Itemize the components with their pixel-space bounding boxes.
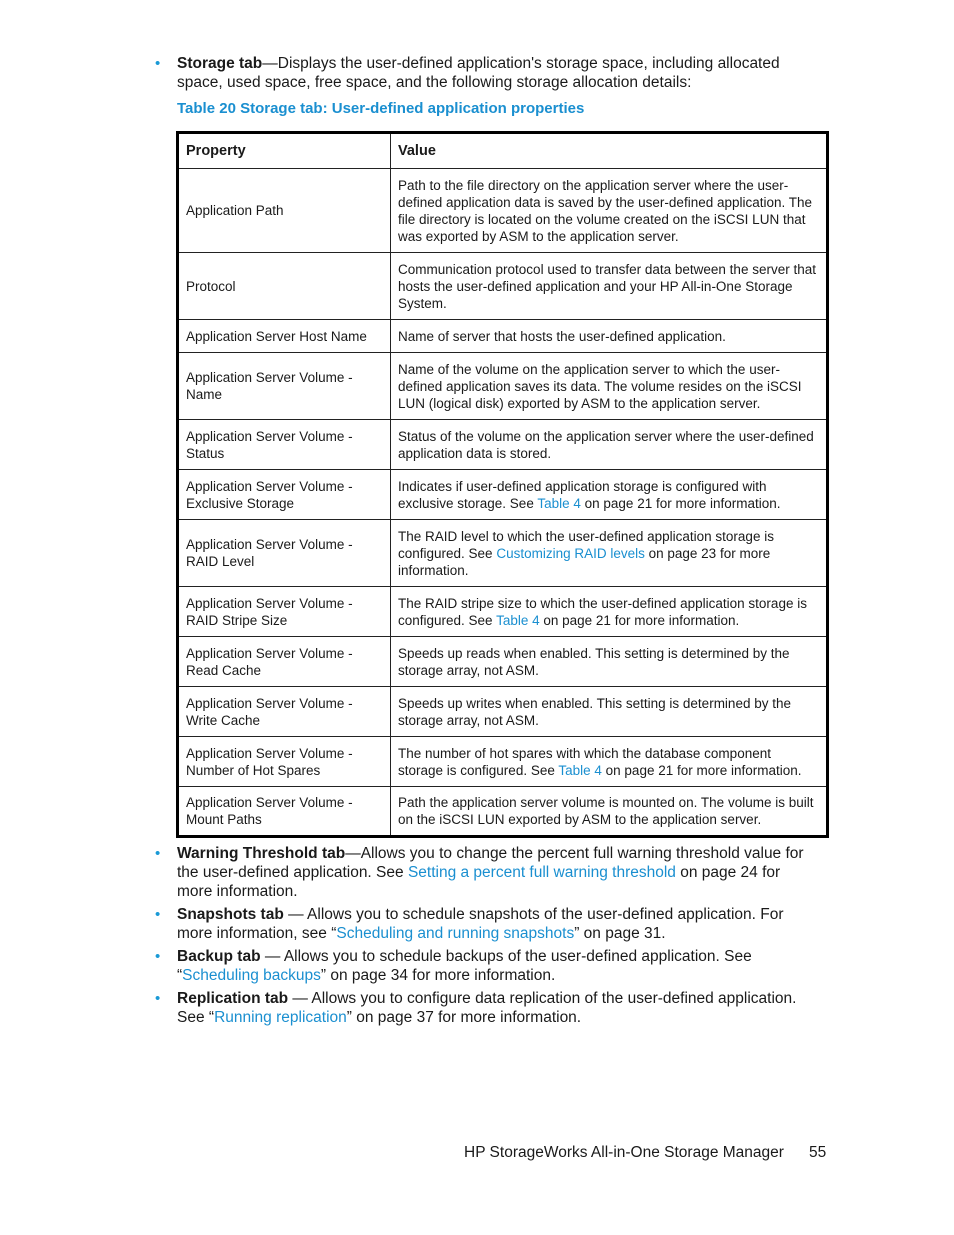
value-text: The RAID stripe size to which the user-defined application storage is configured. See — [398, 595, 807, 628]
value-cell — [391, 737, 828, 787]
property-cell: Application Server Volume - Mount Paths — [178, 787, 391, 837]
value-text: Path the application server volume is mounted on. The volume is built on the iSCSI LUN exported by ASM to the application server. — [398, 795, 814, 827]
bullet-text: —Allows you to change the percent full warning threshold value for the user-defined application. See — [177, 845, 804, 881]
value-text: Communication protocol used to transfer data between the server that hosts the user-defined application and your HP All-in-One Storage System. — [398, 261, 816, 311]
running-replication-link[interactable]: Running replication — [214, 1009, 347, 1026]
value-cell — [391, 169, 828, 253]
table-link[interactable]: Table 4 — [558, 762, 602, 778]
property-cell: Protocol — [178, 253, 391, 320]
property-cell: Application Server Volume - Number of Hot Spares — [178, 737, 391, 787]
bullet-text: ” on page 31. — [574, 925, 666, 942]
value-text: on page 23 for more information. — [398, 545, 771, 578]
value-cell — [391, 320, 828, 353]
table-row — [178, 787, 828, 837]
property-cell: Application Server Volume - RAID Level — [178, 520, 391, 587]
column-header-value: Value — [391, 133, 828, 169]
value-cell — [391, 587, 828, 637]
value-cell — [391, 787, 828, 837]
table-row — [178, 353, 828, 420]
property-cell: Application Path — [178, 169, 391, 253]
value-cell — [391, 253, 828, 320]
column-header-property: Property — [178, 133, 391, 169]
value-cell — [391, 470, 828, 520]
replication-bullet — [177, 989, 817, 1027]
property-cell: Application Server Volume - Status — [178, 420, 391, 470]
table-row — [178, 320, 828, 353]
table-row — [178, 169, 828, 253]
bullet-heading: Replication tab — [177, 990, 289, 1007]
bullet-heading: Backup tab — [177, 948, 261, 965]
table-row — [178, 470, 828, 520]
properties-table — [176, 131, 829, 838]
table-row — [178, 737, 828, 787]
backup-bullet — [177, 947, 817, 985]
value-text: Speeds up writes when enabled. This setting is determined by the storage array, not ASM. — [398, 695, 791, 728]
bullet-text: ” on page 34 for more information. — [320, 967, 556, 984]
snapshots-bullet — [177, 905, 817, 943]
value-text: Name of server that hosts the user-defined application. — [398, 328, 726, 344]
value-cell — [391, 520, 828, 587]
value-cell — [391, 420, 828, 470]
warning-threshold-link[interactable]: Setting a percent full warning threshold — [407, 864, 676, 881]
table-row — [178, 587, 828, 637]
value-text: Path to the file directory on the application server where the user-defined application data is saved by the user-defined application. The file directory is located on the volume created on the iSCSI LUN that was exported by ASM to the application server. — [398, 177, 813, 244]
table-link[interactable]: Table 4 — [537, 495, 581, 511]
value-text: Speeds up reads when enabled. This setting is determined by the storage array, not ASM. — [398, 645, 790, 678]
value-cell — [391, 637, 828, 687]
property-cell: Application Server Volume - Write Cache — [178, 687, 391, 737]
value-text: The RAID level to which the user-defined application storage is configured. See — [398, 528, 774, 561]
value-text: Status of the volume on the application server where the user-defined application data is stored. — [398, 428, 814, 461]
bullet-heading: Warning Threshold tab — [177, 845, 346, 862]
table-row — [178, 687, 828, 737]
table-caption: Table 20 Storage tab: User-defined application properties — [177, 100, 585, 117]
bullet-heading: Snapshots tab — [177, 906, 284, 923]
bullet-text: — Allows you to schedule snapshots of the user-defined application. For more information, see “ — [177, 906, 784, 942]
property-cell: Application Server Volume - RAID Stripe Size — [178, 587, 391, 637]
warning-threshold-bullet — [177, 844, 817, 901]
property-cell: Application Server Volume - Name — [178, 353, 391, 420]
bullet-text: — Allows you to configure data replication of the user-defined application. See “ — [177, 990, 797, 1026]
property-cell: Application Server Volume - Exclusive Storage — [178, 470, 391, 520]
value-cell — [391, 687, 828, 737]
table-header-row — [178, 133, 828, 169]
value-text: The number of hot spares with which the database component storage is configured. See — [398, 745, 771, 778]
bullet-heading: Storage tab — [177, 55, 263, 72]
bullet-text: —Displays the user-defined application's storage space, including allocated space, used space, free space, and the following storage allocation details: — [177, 55, 780, 91]
table-row — [178, 520, 828, 587]
value-text: Name of the volume on the application server to which the user-defined application saves its data. The volume resides on the iSCSI LUN (logical disk) exported by ASM to the application server. — [398, 361, 802, 411]
scheduling-backups-link[interactable]: Scheduling backups — [182, 967, 321, 984]
bullet-text: ” on page 37 for more information. — [346, 1009, 582, 1026]
value-cell — [391, 353, 828, 420]
value-text: Indicates if user-defined application storage is configured with exclusive storage. See — [398, 478, 767, 511]
bullet-text: — Allows you to schedule backups of the user-defined application. See “ — [177, 948, 752, 984]
table-row — [178, 637, 828, 687]
property-cell: Application Server Volume - Read Cache — [178, 637, 391, 687]
table-row — [178, 420, 828, 470]
value-text: on page 21 for more information. — [539, 612, 740, 628]
scheduling-snapshots-link[interactable]: Scheduling and running snapshots — [336, 925, 575, 942]
property-cell: Application Server Host Name — [178, 320, 391, 353]
page-number: 55 — [809, 1144, 827, 1161]
bullet-text: on page 24 for more information. — [177, 864, 781, 900]
storage-tab-bullet — [177, 54, 817, 92]
footer-title: HP StorageWorks All-in-One Storage Manager — [464, 1144, 784, 1161]
value-text: on page 21 for more information. — [601, 762, 802, 778]
table-link[interactable]: Customizing RAID levels — [496, 545, 645, 561]
table-link[interactable]: Table 4 — [496, 612, 540, 628]
value-text: on page 21 for more information. — [580, 495, 781, 511]
table-row — [178, 253, 828, 320]
